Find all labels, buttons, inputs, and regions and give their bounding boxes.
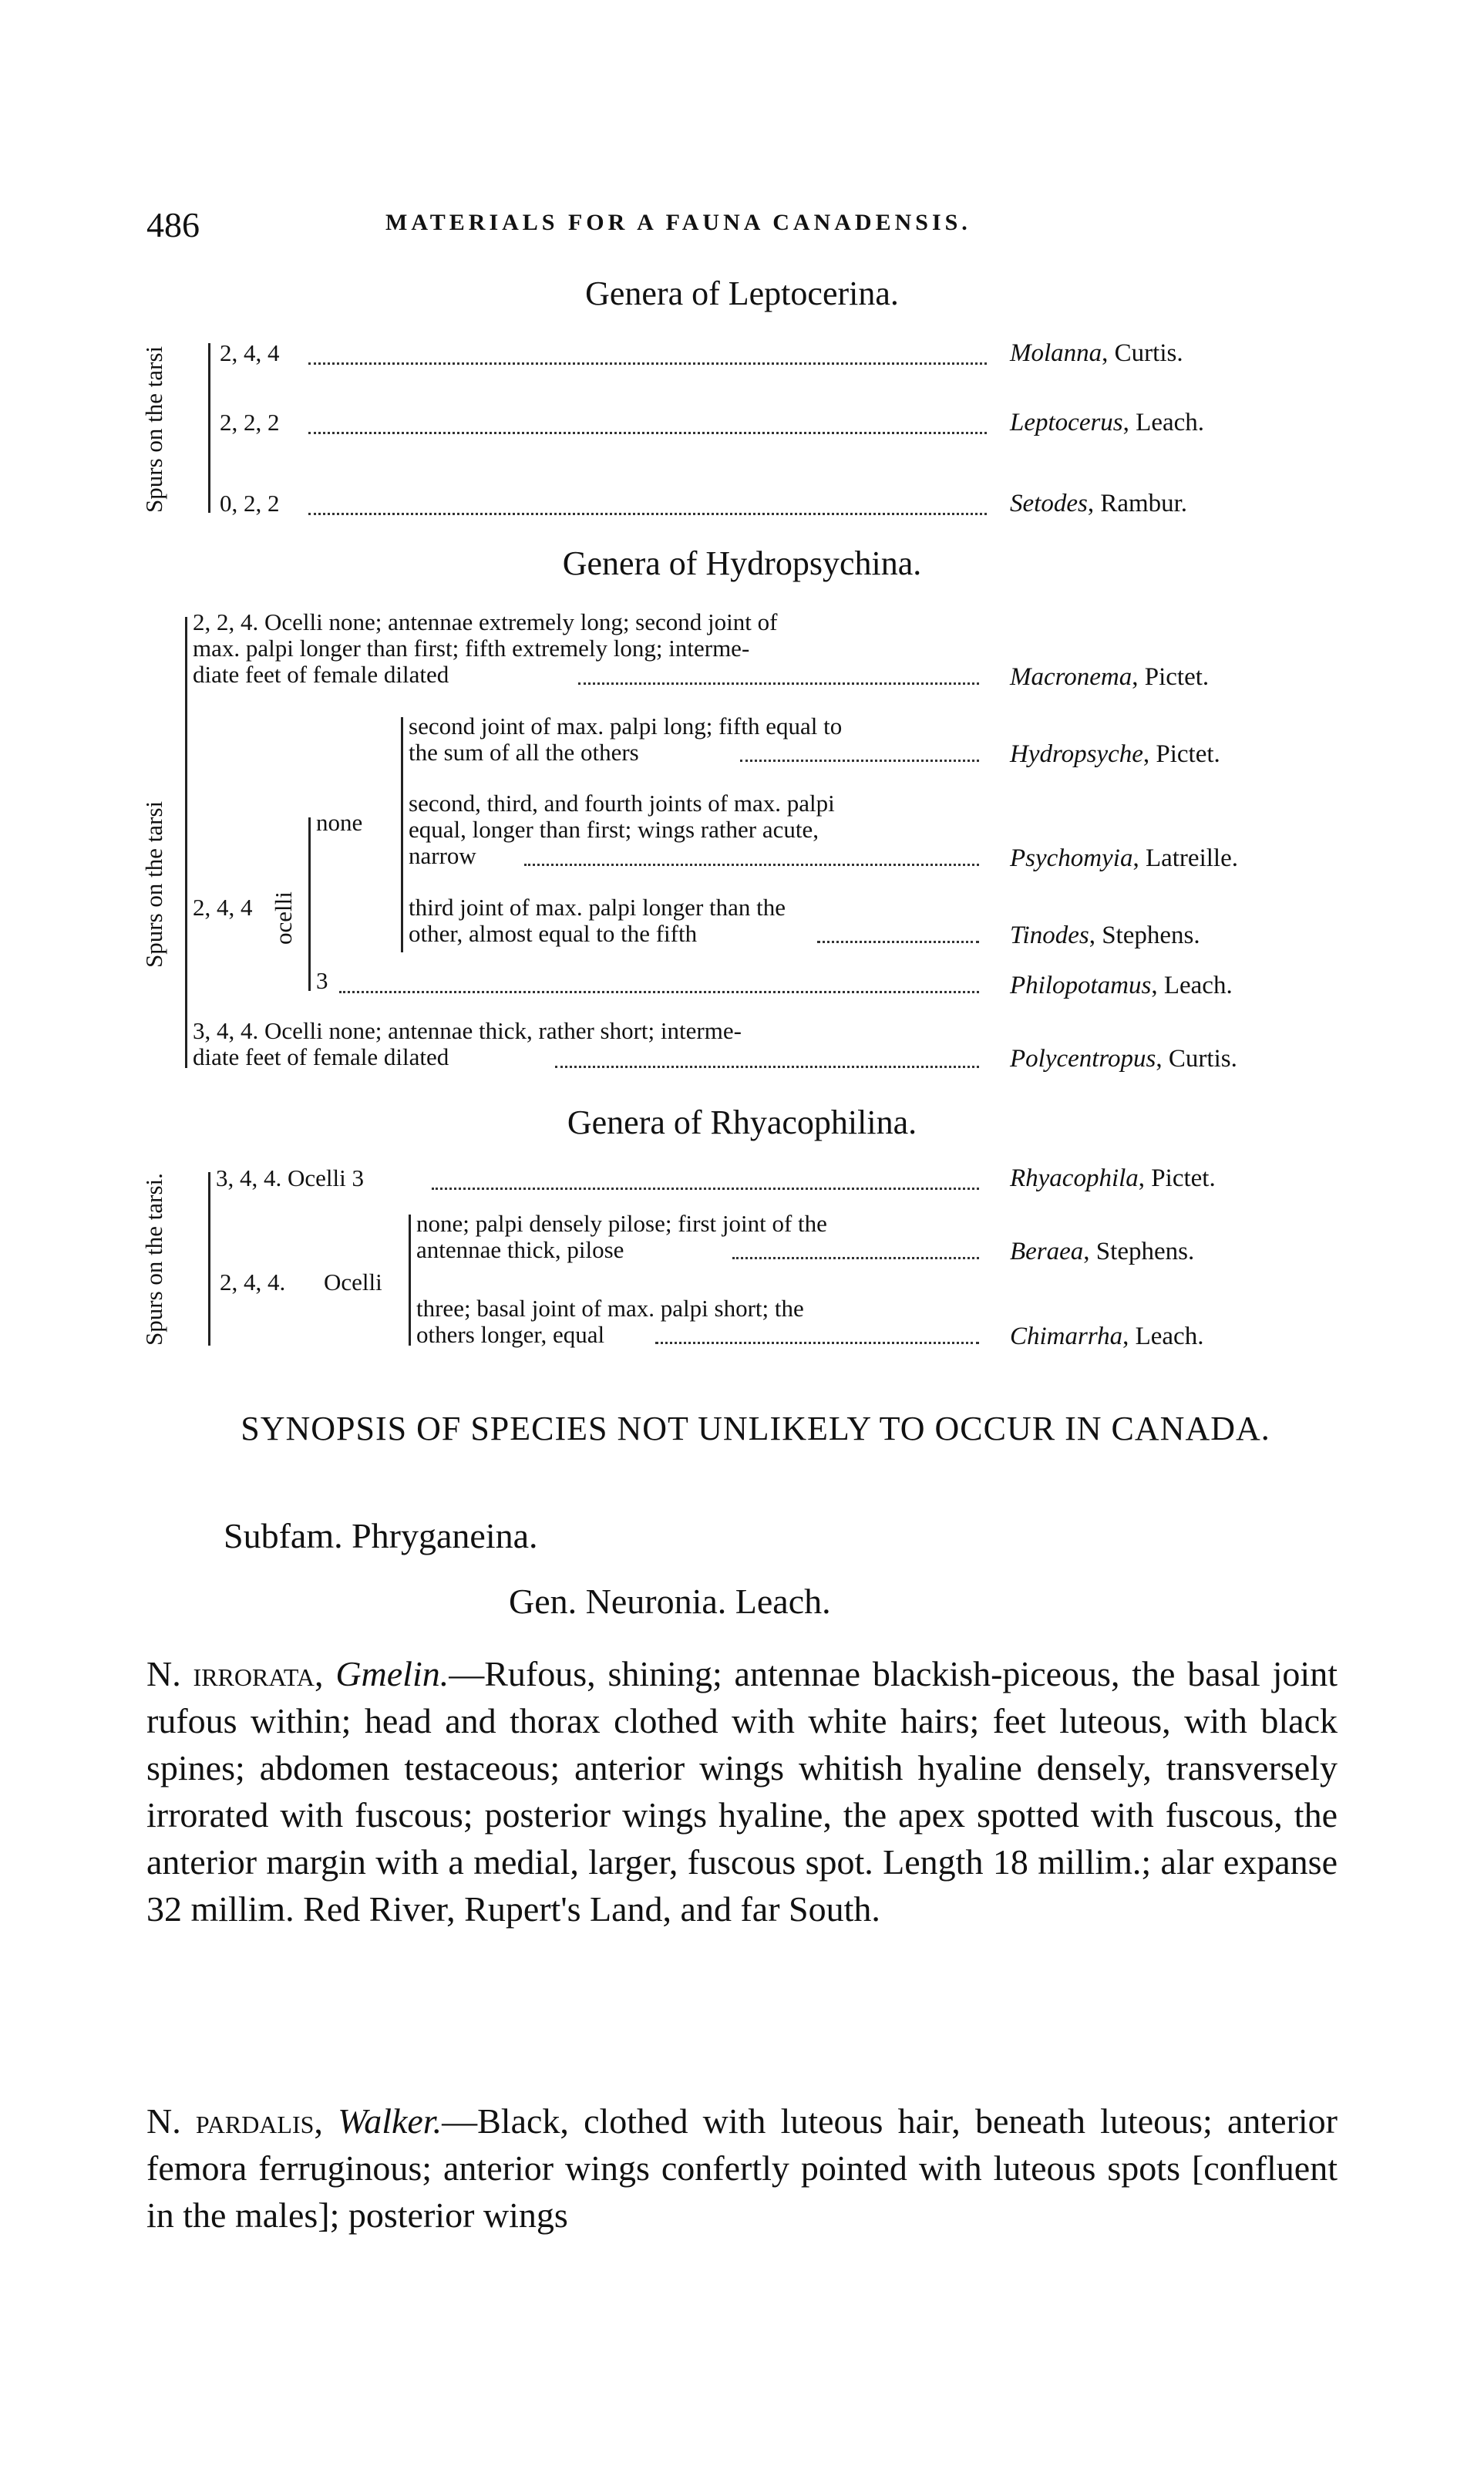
rhyacophilina-spurs-244: 2, 4, 4.: [220, 1269, 286, 1296]
species-author: Walker.: [338, 2101, 443, 2141]
chimarrha-description: three; basal joint of max. palpi short; the others longer, equal: [416, 1295, 804, 1348]
dot-leader: [555, 1066, 979, 1068]
dot-leader: [432, 1188, 979, 1190]
genus-beraea: Beraea, Stephens.: [1010, 1238, 1195, 1265]
polycentropus-description: 3, 4, 4. Ocelli none; antennae thick, rather short; interme- diate feet of female dilated: [193, 1017, 742, 1070]
genus-rhyacophila: Rhyacophila, Pictet.: [1010, 1164, 1216, 1192]
genus-macronema: Macronema, Pictet.: [1010, 663, 1210, 691]
leptocerina-spurs-1: 2, 4, 4: [220, 339, 280, 366]
leptocerina-axis-label: Spurs on the tarsi: [140, 345, 167, 513]
genus-molanna: Molanna, Curtis.: [1010, 339, 1183, 367]
spurs-244: 2, 4, 4: [193, 894, 253, 921]
genus-heading: Gen. Neuronia. Leach.: [509, 1582, 831, 1621]
dot-leader: [524, 864, 979, 866]
hydropsyche-description: second joint of max. palpi long; fifth equal to the sum of all the others: [409, 713, 843, 766]
rhyacophilina-brace: [208, 1172, 210, 1346]
subfamily-heading: Subfam. Phryganeina.: [224, 1516, 538, 1555]
tinodes-description: third joint of max. palpi longer than the other, almost equal to the fifth: [409, 894, 786, 947]
dot-leader: [578, 682, 979, 685]
hydropsychina-axis-label: Spurs on the tarsi: [140, 800, 167, 968]
genus-setodes: Setodes, Rambur.: [1010, 490, 1188, 517]
rhyacophilina-axis-label: Spurs on the tarsi.: [140, 1173, 167, 1346]
species-pardalis: [146, 2097, 1338, 2239]
rhyacophilina-ocelli-label: Ocelli: [324, 1269, 382, 1296]
species-irrorata: [146, 1650, 1338, 1932]
species-text: —Black, clothed with luteous hair, beneath luteous; anterior femora ferruginous; anterior wings confertly pointed with luteous spots [confluent in the males]; posterior wings: [146, 2101, 1338, 2235]
page-number: 486: [146, 205, 200, 244]
dot-leader: [732, 1257, 979, 1259]
genus-leptocerus: Leptocerus, Leach.: [1010, 409, 1205, 436]
hydropsychina-brace: [185, 617, 187, 1068]
genus-polycentropus: Polycentropus, Curtis.: [1010, 1045, 1237, 1073]
dot-leader: [655, 1342, 979, 1344]
species-name: N. irrorata,: [146, 1654, 324, 1693]
genus-philopotamus: Philopotamus, Leach.: [1010, 972, 1233, 999]
running-title: MATERIALS FOR A FAUNA CANADENSIS.: [385, 210, 971, 235]
species-text: —Rufous, shining; antennae blackish-piceous, the basal joint rufous within; head and thorax clothed with white hairs; feet luteous, with black spines; abdomen testaceous; anterior wings whitish hyaline densely, transversely irrorated with fuscous; posterior wings hyaline, the apex spotted with fuscous, the anterior margin with a medial, larger, fuscous spot. Length 18 millim.; alar expanse 32 millim. Red River, Rupert's Land, and far South.: [146, 1654, 1338, 1929]
dot-leader: [308, 362, 987, 365]
leptocerina-spurs-2: 2, 2, 2: [220, 409, 280, 436]
dot-leader: [740, 760, 979, 762]
species-author: Gmelin.: [335, 1654, 449, 1693]
dot-leader: [308, 513, 987, 515]
hydropsychina-title: Genera of Hydropsychina.: [562, 544, 922, 582]
hydropsychina-none-brace: [401, 717, 403, 952]
rhyacophilina-title: Genera of Rhyacophilina.: [567, 1103, 917, 1141]
rhyacophilina-ocelli-brace: [409, 1215, 411, 1346]
genus-hydropsyche: Hydropsyche, Pictet.: [1010, 740, 1220, 768]
none-label: none: [316, 809, 363, 836]
ocelli-label: ocelli: [270, 891, 297, 945]
beraea-description: none; palpi densely pilose; first joint of the antennae thick, pilose: [416, 1210, 827, 1263]
genus-tinodes: Tinodes, Stephens.: [1010, 922, 1200, 949]
dot-leader: [817, 941, 979, 943]
psychomyia-description: second, third, and fourth joints of max. palpi equal, longer than first; wings rather acute, narrow: [409, 790, 835, 869]
dot-leader: [308, 432, 987, 434]
rhyacophila-description: 3, 4, 4. Ocelli 3: [216, 1164, 364, 1191]
ocelli-brace: [308, 817, 311, 991]
genus-psychomyia: Psychomyia, Latreille.: [1010, 844, 1238, 872]
leptocerina-brace: [208, 343, 210, 513]
dot-leader: [339, 991, 979, 993]
leptocerina-spurs-3: 0, 2, 2: [220, 490, 280, 517]
species-name: N. pardalis,: [146, 2101, 323, 2141]
macronema-description: 2, 2, 4. Ocelli none; antennae extremely long; second joint of max. palpi longer than first; fifth extremely long; interme- diate feet of female dilated: [193, 608, 778, 688]
synopsis-title: SYNOPSIS OF SPECIES NOT UNLIKELY TO OCCUR IN CANADA.: [241, 1410, 1270, 1447]
genus-chimarrha: Chimarrha, Leach.: [1010, 1322, 1204, 1350]
philopotamus-label: 3: [316, 967, 328, 994]
leptocerina-title: Genera of Leptocerina.: [585, 275, 899, 312]
